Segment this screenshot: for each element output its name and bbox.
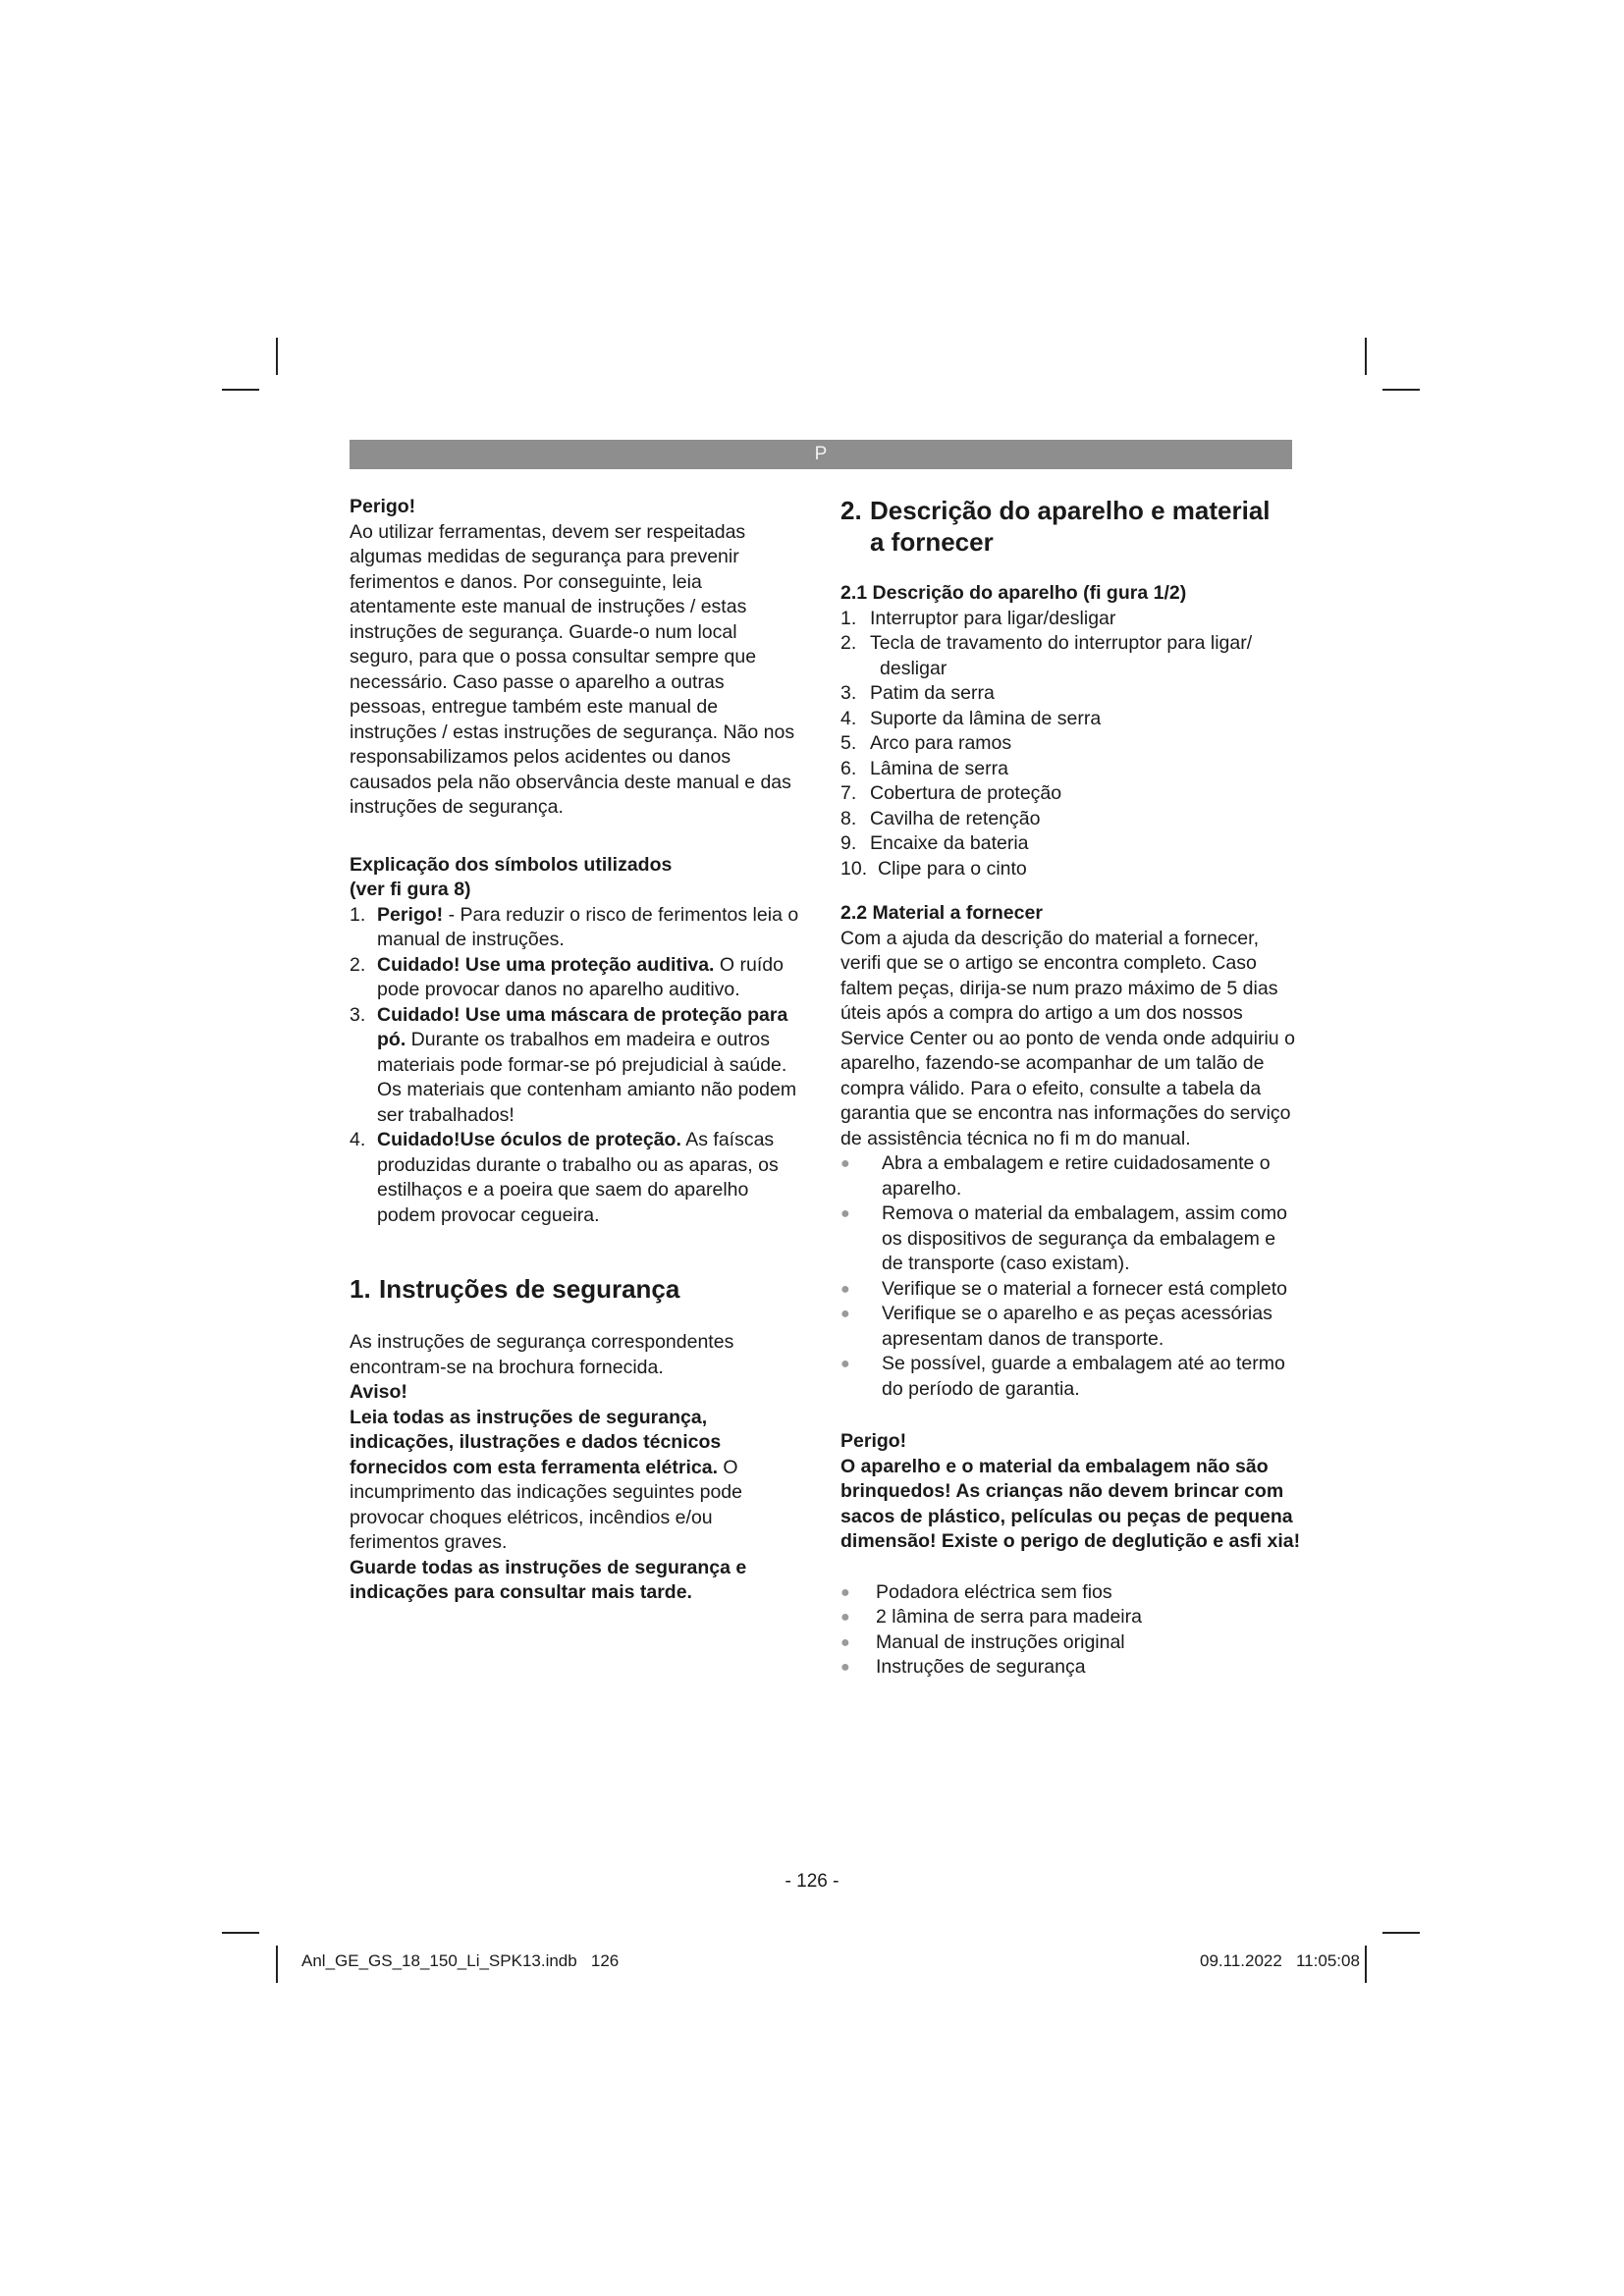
bullet-icon: ● xyxy=(840,1356,850,1372)
footer-file-name: Anl_GE_GS_18_150_Li_SPK13.indb 126 xyxy=(301,1951,620,1970)
warning-title: Perigo! xyxy=(350,496,416,517)
item-number: 10. xyxy=(840,857,868,880)
item-text-continued: desligar xyxy=(880,657,947,679)
safety-warning-text xyxy=(350,1406,803,1556)
symbols-title-figure: (ver fi gura 8) xyxy=(350,879,471,900)
delivery-text: Com a ajuda da descrição do material a fornecer, verifi que se o artigo se encontra completo. Caso faltem peças, dirija-se num prazo máximo de 5 dias úteis após a compra do artigo a um dos nossos Service Center ou ao ponto de venda onde adquiriu o aparelho, fazendo-se acompanhar de um talão de compra válido. Para o efeito, consulte a tabela da garantia que se encontra nas informações do serviço de assistência técnica no fi m do manual. xyxy=(840,927,1295,1149)
safety-warning-bold: Leia todas as instruções de segurança, indicações, ilustrações e dados técnicos fornecidos com esta ferramenta elétrica. xyxy=(350,1406,722,1478)
item-text: Interruptor para ligar/desligar xyxy=(870,607,1116,629)
item-number: 1. xyxy=(350,903,366,926)
list-item xyxy=(840,807,1302,832)
item-number: 9. xyxy=(840,832,857,854)
danger-text: O aparelho e o material da embalagem não são brinquedos! As crianças não devem brincar com sacos de plástico, películas ou peças de pequena dimensão! Existe o perigo de deglutição e asfi xia! xyxy=(840,1455,1301,1552)
list-item xyxy=(840,631,1302,681)
section-number: 2. xyxy=(840,496,862,525)
item-number: 5. xyxy=(840,732,857,754)
list-item xyxy=(840,1655,1302,1681)
item-text: Lâmina de serra xyxy=(870,757,1008,779)
item-text: Cavilha de retenção xyxy=(870,807,1041,829)
subsection-2-2-title: 2.2 Material a fornecer xyxy=(840,902,1043,924)
list-item xyxy=(350,1003,803,1129)
item-bold: Cuidado!Use óculos de proteção. xyxy=(377,1129,681,1150)
section-title: Instruções de segurança xyxy=(379,1274,680,1304)
list-item xyxy=(840,1580,1302,1606)
item-number: 2. xyxy=(350,953,366,976)
language-tab-bar: P xyxy=(350,440,1292,469)
list-item xyxy=(840,857,1302,882)
list-item xyxy=(840,1605,1302,1630)
item-text: Suporte da lâmina de serra xyxy=(870,707,1102,729)
symbols-title: Explicação dos símbolos utilizados xyxy=(350,853,673,876)
item-number: 6. xyxy=(840,757,857,779)
list-item xyxy=(840,1277,1302,1303)
parts-list xyxy=(840,607,1302,882)
item-text: Remova o material da embalagem, assim como os dispositivos de segurança da embalagem e de transporte (caso existam). xyxy=(882,1202,1287,1274)
bullet-icon: ● xyxy=(840,1205,850,1222)
item-number: 2. xyxy=(840,632,857,654)
item-number: 7. xyxy=(840,782,857,804)
warning-text: Ao utilizar ferramentas, devem ser respeitadas algumas medidas de segurança para prevenir ferimentos e danos. Por conseguinte, leia atentamente este manual de instruções / estas instruções de segurança. Guarde-o num local seguro, para que o possa consultar sempre que necessário. Caso passe o aparelho a outras pessoas, entregue também este manual de instruções / estas instruções de segurança. Não nos responsabilizamos pelos acidentes ou danos causados pela não observância deste manual e das instruções de segurança. xyxy=(350,520,795,818)
footer-timestamp: 09.11.2022 11:05:08 xyxy=(1200,1951,1360,1970)
list-item xyxy=(840,681,1302,707)
list-item xyxy=(840,1302,1302,1352)
crop-mark xyxy=(276,338,278,375)
crop-mark xyxy=(222,389,259,391)
item-text: Podadora eléctrica sem fios xyxy=(876,1580,1112,1603)
list-item xyxy=(840,831,1302,857)
list-item xyxy=(840,707,1302,732)
crop-mark xyxy=(276,1946,278,1983)
section-number: 1. xyxy=(350,1274,371,1304)
item-text: Patim da serra xyxy=(870,682,995,704)
page-number: - 126 - xyxy=(785,1871,839,1892)
safety-intro: As instruções de segurança correspondentes encontram-se na brochura fornecida. xyxy=(350,1331,734,1378)
check-list xyxy=(840,1151,1302,1402)
item-text: Verifique se o aparelho e as peças acessórias apresentam danos de transporte. xyxy=(882,1303,1272,1350)
bullet-icon: ● xyxy=(840,1155,850,1172)
crop-mark xyxy=(222,1932,259,1934)
list-item xyxy=(350,903,803,953)
item-text: Cobertura de proteção xyxy=(870,782,1062,804)
item-number: 3. xyxy=(840,682,857,704)
left-column xyxy=(350,495,803,1606)
crop-mark xyxy=(1365,338,1367,375)
list-item xyxy=(840,781,1302,807)
safety-keep-note: Guarde todas as instruções de segurança e indicações para consultar mais tarde. xyxy=(350,1556,747,1603)
bullet-icon: ● xyxy=(840,1583,850,1601)
crop-mark xyxy=(1382,389,1420,391)
bullet-icon: ● xyxy=(840,1633,850,1651)
item-text: Encaixe da bateria xyxy=(870,832,1029,854)
crop-mark xyxy=(1382,1932,1420,1934)
list-item xyxy=(350,953,803,1003)
list-item xyxy=(840,731,1302,757)
list-item xyxy=(840,1352,1302,1402)
item-text: Clipe para o cinto xyxy=(878,857,1027,880)
list-item xyxy=(840,757,1302,782)
section-title: Descrição do aparelho e material xyxy=(870,496,1271,525)
item-text: 2 lâmina de serra para madeira xyxy=(876,1606,1142,1628)
section-1-heading xyxy=(350,1273,803,1305)
list-item xyxy=(840,1630,1302,1656)
item-text: Tecla de travamento do interruptor para ligar/ xyxy=(870,632,1253,654)
item-text: Manual de instruções original xyxy=(876,1630,1125,1653)
safety-warning-title: Aviso! xyxy=(350,1381,407,1403)
item-number: 4. xyxy=(840,707,857,729)
safety-warning-tail: O incumprimento das indicações seguintes pode provocar choques elétricos, incêndios e/ou ferimentos graves. xyxy=(350,1456,742,1553)
item-number: 3. xyxy=(350,1003,366,1026)
list-item xyxy=(840,1201,1302,1277)
item-text: Se possível, guarde a embalagem até ao termo do período de garantia. xyxy=(882,1353,1285,1400)
crop-mark xyxy=(1365,1946,1367,1983)
item-number: 4. xyxy=(350,1129,366,1150)
item-text: Instruções de segurança xyxy=(876,1656,1086,1678)
item-bold: Cuidado! Use uma máscara de proteção para pó. xyxy=(377,1003,788,1050)
bullet-icon: ● xyxy=(840,1280,850,1298)
section-2-heading xyxy=(840,495,1302,558)
item-text: O ruído pode provocar danos no aparelho auditivo. xyxy=(377,953,784,1000)
item-text: Verifique se o material a fornecer está completo xyxy=(882,1277,1287,1300)
contents-list xyxy=(840,1580,1302,1681)
item-number: 1. xyxy=(840,607,857,629)
item-text: Abra a embalagem e retire cuidadosamente o aparelho. xyxy=(882,1152,1271,1200)
section-title-continued: a fornecer xyxy=(870,527,994,557)
item-bold: Perigo! xyxy=(377,903,444,926)
item-number: 8. xyxy=(840,807,857,829)
bullet-icon: ● xyxy=(840,1659,850,1676)
right-column xyxy=(840,495,1302,1681)
item-text: Arco para ramos xyxy=(870,732,1012,754)
item-bold: Cuidado! Use uma proteção auditiva. xyxy=(377,953,715,976)
list-item xyxy=(350,1128,803,1228)
bullet-icon: ● xyxy=(840,1609,850,1626)
list-item xyxy=(840,1151,1302,1201)
subsection-2-1-title: 2.1 Descrição do aparelho (fi gura 1/2) xyxy=(840,582,1187,604)
item-text: - Para reduzir o risco de ferimentos leia o manual de instruções. xyxy=(377,903,799,950)
symbols-list xyxy=(350,903,803,1229)
list-item xyxy=(840,607,1302,632)
bullet-icon: ● xyxy=(840,1306,850,1322)
item-text: As faíscas produzidas durante o trabalho ou as aparas, os estilhaços e a poeira que saem do aparelho podem provocar cegueira. xyxy=(377,1129,779,1226)
danger-title: Perigo! xyxy=(840,1430,907,1452)
item-text: Durante os trabalhos em madeira e outros materiais pode formar-se pó prejudicial à saúde. Os materiais que contenham amianto não podem ser trabalhados! xyxy=(377,1029,797,1126)
